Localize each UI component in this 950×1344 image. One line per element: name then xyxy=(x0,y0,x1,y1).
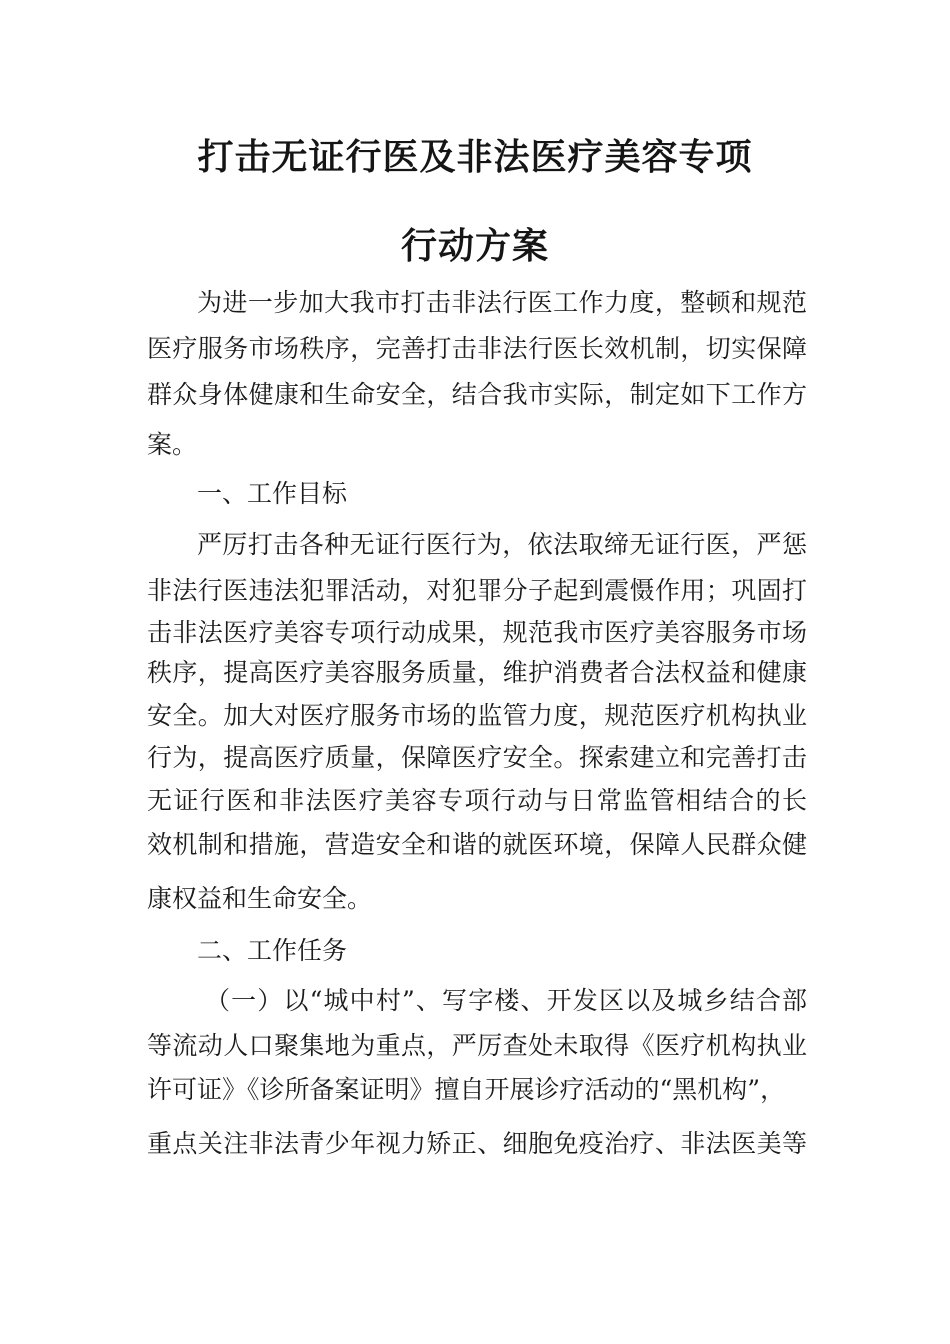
section1-line: 秩序，提高医疗美容服务质量，维护消费者合法权益和健康 xyxy=(147,658,807,687)
section1-line: 严厉打击各种无证行医行为，依法取缔无证行医，严惩 xyxy=(197,530,807,559)
intro-line: 群众身体健康和生命安全，结合我市实际，制定如下工作方 xyxy=(147,380,807,409)
section1-line: 安全。加大对医疗服务市场的监管力度，规范医疗机构执业 xyxy=(147,701,807,730)
section1-line: 效机制和措施，营造安全和谐的就医环境，保障人民群众健 xyxy=(147,830,807,859)
section2-line: （一）以“城中村”、写字楼、开发区以及城乡结合部 xyxy=(205,986,807,1015)
document-title-line-2: 行动方案 xyxy=(400,226,549,267)
intro-line: 为进一步加大我市打击非法行医工作力度，整顿和规范 xyxy=(197,288,807,317)
section-heading: 一、工作目标 xyxy=(197,479,348,508)
section-heading: 二、工作任务 xyxy=(197,936,348,965)
section1-line: 非法行医违法犯罪活动，对犯罪分子起到震慑作用；巩固打 xyxy=(147,576,807,605)
section1-line: 击非法医疗美容专项行动成果，规范我市医疗美容服务市场 xyxy=(147,618,807,647)
intro-line: 案。 xyxy=(147,430,198,459)
section2-line: 等流动人口聚集地为重点，严厉查处未取得《医疗机构执业 xyxy=(147,1031,807,1060)
document-title-line-1: 打击无证行医及非法医疗美容专项 xyxy=(197,137,753,178)
intro-line: 医疗服务市场秩序，完善打击非法行医长效机制，切实保障 xyxy=(147,334,807,363)
section1-line: 行为，提高医疗质量，保障医疗安全。探索建立和完善打击 xyxy=(147,743,807,772)
section1-line: 无证行医和非法医疗美容专项行动与日常监管相结合的长 xyxy=(147,786,807,815)
section1-line: 康权益和生命安全。 xyxy=(147,884,373,913)
section2-line: 许可证》《诊所备案证明》擅自开展诊疗活动的“黑机构”， xyxy=(147,1075,786,1104)
section2-line: 重点关注非法青少年视力矫正、细胞免疫治疗、非法医美等 xyxy=(147,1129,807,1158)
